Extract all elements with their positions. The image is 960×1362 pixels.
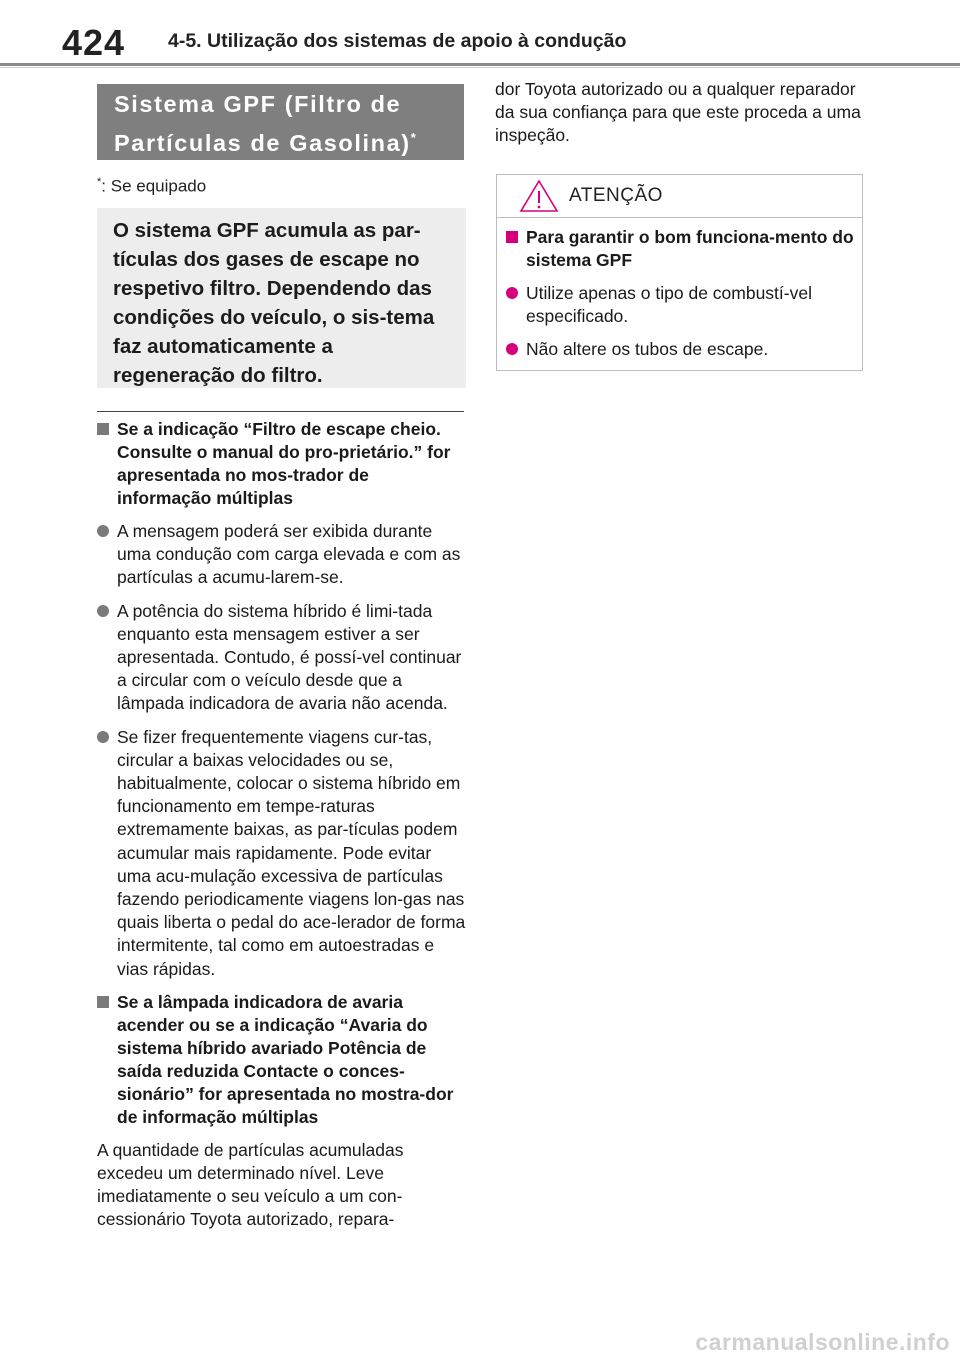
warning-header — [497, 175, 862, 218]
subheading-filter-full — [97, 418, 467, 510]
right-column — [495, 78, 863, 148]
summary-box: O sistema GPF acumula as par-tículas dos gases de escape no respetivo filtro. Dependendo das condições do veículo, o sis-tema faz automaticamente a regeneração do filtro. — [97, 208, 466, 388]
section-title-mark: * — [410, 130, 416, 145]
header-divider — [0, 63, 960, 66]
warning-list-item-text: Não altere os tubos de escape. — [526, 339, 769, 360]
square-bullet-icon — [506, 226, 526, 238]
list-item-text: A potência do sistema híbrido é limi-tada enquanto esta mensagem estiver a ser apresentada. Contudo, é possí-vel continuar a circular com o veículo desde que a lâmpada indicadora de avaria não acenda. — [117, 600, 462, 714]
footnote — [97, 176, 206, 197]
warning-list-item — [506, 338, 862, 361]
warning-subheading — [506, 226, 862, 272]
subheading-text: Se a indicação “Filtro de escape cheio. Consulte o manual do pro-prietário.” for apresentada no mos-trador de informação múltiplas — [117, 419, 451, 508]
subheading-malfunction — [97, 991, 467, 1129]
list-item — [97, 726, 467, 981]
body-paragraph: A quantidade de partículas acumuladas excedeu um determinado nível. Leve imediatamente o seu veículo a um con-cessionário Toyota autorizado, repara- — [97, 1139, 404, 1230]
section-title-line2: Partículas de Gasolina) — [114, 129, 411, 156]
warning-list-item-text: Utilize apenas o tipo de combustí-vel especificado. — [526, 283, 812, 327]
warning-list-item — [506, 282, 862, 328]
round-bullet-icon — [506, 282, 526, 328]
warning-box — [496, 174, 863, 371]
list-item-text: A mensagem poderá ser exibida durante uma condução com carga elevada e com as partículas a acumu-larem-se. — [117, 521, 461, 588]
round-bullet-icon — [97, 726, 117, 981]
round-bullet-icon — [97, 600, 117, 716]
warning-triangle-icon — [519, 179, 559, 218]
watermark: carmanualsonline.info — [695, 1329, 950, 1355]
section-title — [97, 84, 464, 160]
warning-title: ATENÇÃO — [569, 185, 663, 206]
warning-body — [497, 218, 862, 362]
list-item — [97, 600, 467, 716]
section-title-line1: Sistema GPF (Filtro de — [114, 91, 402, 117]
square-bullet-icon — [97, 991, 117, 1003]
footnote-text: : Se equipado — [101, 176, 207, 196]
subheading-text: Se a lâmpada indicadora de avaria acender ou se a indicação “Avaria do sistema híbrido avariado Potência de saída reduzida Contacte o conces-sionário” for apresentada no mostra-dor de informação múltiplas — [117, 991, 454, 1127]
warning-subheading-text: Para garantir o bom funciona-mento do sistema GPF — [526, 227, 854, 270]
square-bullet-icon — [97, 418, 117, 430]
page-number: 424 — [62, 22, 126, 63]
footnote-mark: * — [97, 176, 102, 188]
list-item-text: Se fizer frequentemente viagens cur-tas, circular a baixas velocidades ou se, habitualmente, colocar o sistema híbrido em funcionamento em tempe-raturas extremamente baixas, as par-tículas podem acumular mais rapidamente. Pode evitar uma acu-mulação excessiva de partículas fazendo periodicamente viagens lon-gas nas quais liberta o pedal do ace-lerador de forma intermitente, tal como em autoestradas e vias rápidas. — [117, 726, 466, 979]
chapter-title: 4-5. Utilização dos sistemas de apoio à condução — [168, 30, 627, 52]
page-header — [0, 0, 960, 66]
body-paragraph-continued: dor Toyota autorizado ou a qualquer reparador da sua confiança para que este proceda a uma inspeção. — [495, 79, 861, 146]
section-divider — [97, 411, 464, 412]
round-bullet-icon — [506, 338, 526, 361]
round-bullet-icon — [97, 520, 117, 590]
header-divider-thin — [0, 67, 960, 68]
list-item — [97, 520, 467, 590]
left-column — [97, 418, 467, 1232]
